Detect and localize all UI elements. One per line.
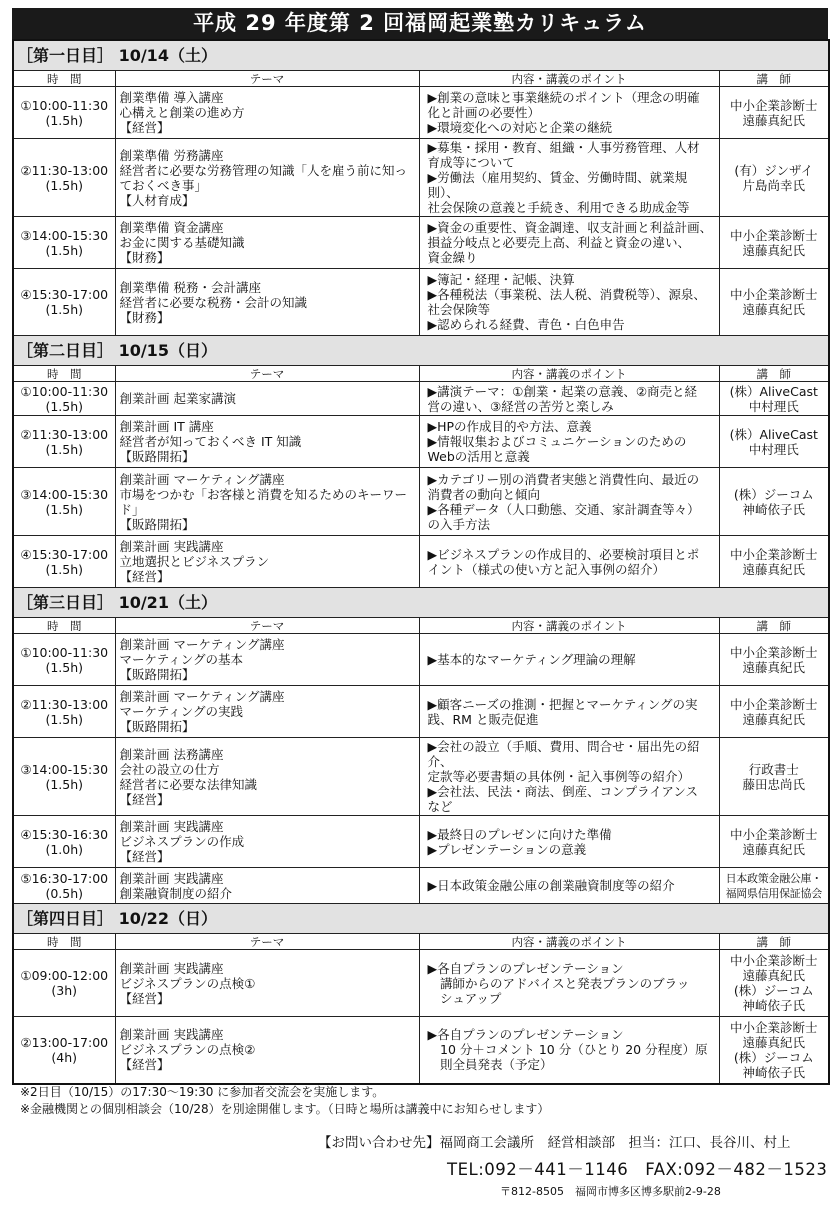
column-header-lecturer: 講 師 <box>719 618 829 634</box>
session-points: ▶創業の意味と事業継続のポイント（理念の明確 化と計画の必要性） ▶環境変化への対応と企業の継続 <box>427 90 700 135</box>
session-theme-cell <box>115 139 419 217</box>
session-lecturer: 中小企業診断士 遠藤真紀氏 (株）ジーコム 神崎依子氏 <box>719 950 829 1017</box>
session-theme-cell <box>115 738 419 816</box>
session-theme-cell <box>115 382 419 416</box>
session-time: ②11:30-13:00 <box>20 426 109 442</box>
session-points-cell <box>419 217 719 269</box>
session-lecturer: (株）AliveCast 中村理氏 <box>719 416 829 468</box>
session-theme: 創業準備 導入講座 心構えと創業の進め方 【経営】 <box>119 90 245 135</box>
session-points-cell <box>419 416 719 468</box>
session-lecturer: 中小企業診断士 遠藤真紀氏 <box>719 269 829 336</box>
day-label: ［第三日目］ 10/21（土） <box>13 588 829 618</box>
session-duration: (1.5h) <box>45 242 84 258</box>
session-lecturer: 中小企業診断士 遠藤真紀氏 <box>719 686 829 738</box>
session-time: ②11:30-13:00 <box>20 162 109 178</box>
session-time: ②11:30-13:00 <box>20 696 109 712</box>
session-theme: 創業計画 起業家講演 <box>119 391 236 406</box>
session-row <box>13 634 829 686</box>
column-header-points: 内容・講義のポイント <box>419 366 719 382</box>
session-row <box>13 87 829 139</box>
column-header-row <box>13 366 829 382</box>
session-lecturer: 中小企業診断士 遠藤真紀氏 <box>719 536 829 588</box>
day-header-row <box>13 40 829 71</box>
session-points-cell <box>419 816 719 868</box>
session-row <box>13 269 829 336</box>
session-points: ▶最終日のプレゼンに向けた準備 ▶プレゼンテーションの意義 <box>427 826 612 857</box>
session-points: ▶講演テーマ：①創業・起業の意義、②商売と経 営の違い、③経営の苦労と楽しみ <box>427 383 698 414</box>
session-duration: (1.5h) <box>45 398 84 414</box>
session-time: ④15:30-16:30 <box>20 826 109 842</box>
session-row <box>13 950 829 1017</box>
session-time: ①10:00-11:30 <box>20 644 109 660</box>
day-label: ［第四日目］ 10/22（日） <box>13 904 829 934</box>
session-duration: (3h) <box>51 983 78 998</box>
session-time: ④15:30-17:00 <box>20 287 109 302</box>
session-points-cell <box>419 950 719 1017</box>
session-duration: (1.5h) <box>45 659 84 675</box>
session-time-cell <box>13 217 115 269</box>
session-time: ①09:00-12:00 <box>20 968 109 983</box>
session-lecturer: (有）ジンザイ 片島尚幸氏 <box>719 139 829 217</box>
session-time: ①10:00-11:30 <box>20 97 109 113</box>
session-theme-cell <box>115 468 419 536</box>
session-theme: 創業計画 マーケティング講座 マーケティングの実践 【販路開拓】 <box>119 689 285 734</box>
session-time-cell <box>13 139 115 217</box>
session-theme: 創業計画 IT 講座 経営者が知っておくべき IT 知識 【販路開拓】 <box>119 419 302 464</box>
session-time-cell <box>13 634 115 686</box>
session-theme-cell <box>115 269 419 336</box>
column-header-time: 時 間 <box>13 366 115 382</box>
session-time-cell <box>13 416 115 468</box>
session-points: ▶簿記・経理・記帳、決算 ▶各種税法（事業税、法人税、消費税等）、源泉、 社会保険等 ▶認められる経費、青色・白色申告 <box>427 272 706 332</box>
session-points: ▶ビジネスプランの作成目的、必要検討項目とポ イント（様式の使い方と記入事例の紹介） <box>427 546 700 577</box>
session-row <box>13 686 829 738</box>
session-row <box>13 868 829 904</box>
session-duration: (4h) <box>51 1049 78 1065</box>
tel-fax: TEL:092－441－1146 FAX:092－482－1523 <box>447 1160 828 1179</box>
session-time: ⑤16:30-17:00 <box>20 870 109 886</box>
session-time: ③14:00-15:30 <box>20 227 109 243</box>
column-header-theme: テーマ <box>115 71 419 87</box>
session-time: ①10:00-11:30 <box>20 383 109 399</box>
column-header-time: 時 間 <box>13 618 115 634</box>
session-time: ③14:00-15:30 <box>20 761 109 777</box>
day-label: ［第一日目］ 10/14（土） <box>13 40 829 71</box>
session-points-cell <box>419 468 719 536</box>
session-theme: 創業計画 マーケティング講座 マーケティングの基本 【販路開拓】 <box>119 637 285 682</box>
session-points: ▶基本的なマーケティング理論の理解 <box>427 652 636 667</box>
session-theme: 創業計画 実践講座 ビジネスプランの作成 【経営】 <box>119 819 245 864</box>
session-points-cell <box>419 738 719 816</box>
session-points-cell <box>419 634 719 686</box>
session-duration: (1.5h) <box>45 561 84 577</box>
column-header-points: 内容・講義のポイント <box>419 71 719 87</box>
column-header-lecturer: 講 師 <box>719 71 829 87</box>
session-theme: 創業計画 実践講座 創業融資制度の紹介 <box>119 870 233 901</box>
session-theme-cell <box>115 686 419 738</box>
column-header-row <box>13 934 829 950</box>
session-theme: 創業準備 労務講座 経営者に必要な労務管理の知識「人を雇う前に知っ ておくべき事」 【人材育成】 <box>119 147 408 208</box>
session-theme-cell <box>115 87 419 139</box>
curriculum-sheet <box>12 8 828 1085</box>
session-lecturer: (株）ジーコム 神崎依子氏 <box>719 468 829 536</box>
session-duration: (1.5h) <box>45 112 84 128</box>
session-theme: 創業計画 法務講座 会社の設立の仕方 経営者に必要な法律知識 【経営】 <box>119 746 258 807</box>
session-points-cell <box>419 686 719 738</box>
day-header-row <box>13 588 829 618</box>
session-time-cell <box>13 868 115 904</box>
session-time-cell <box>13 269 115 336</box>
session-row <box>13 217 829 269</box>
session-time-cell <box>13 816 115 868</box>
session-row <box>13 382 829 416</box>
session-points-cell <box>419 269 719 336</box>
column-header-time: 時 間 <box>13 934 115 950</box>
day-label: ［第二日目］ 10/15（日） <box>13 336 829 366</box>
session-duration: (1.5h) <box>45 776 84 792</box>
session-time-cell <box>13 382 115 416</box>
session-lecturer: 中小企業診断士 遠藤真紀氏 (株）ジーコム 神崎依子氏 <box>719 1017 829 1084</box>
contact-info: 【お問い合わせ先】福岡商工会議所 経営相談部 担当：江口、長谷川、村上 <box>318 1135 791 1151</box>
session-time-cell <box>13 738 115 816</box>
session-points: ▶顧客ニーズの推測・把握とマーケティングの実 践、RM と販売促進 <box>427 696 698 727</box>
session-points-cell <box>419 1017 719 1084</box>
session-duration: (1.5h) <box>45 441 84 457</box>
session-theme-cell <box>115 536 419 588</box>
column-header-points: 内容・講義のポイント <box>419 618 719 634</box>
session-time: ③14:00-15:30 <box>20 486 109 502</box>
session-row <box>13 816 829 868</box>
session-theme: 創業計画 実践講座 ビジネスプランの点検① 【経営】 <box>119 960 256 1006</box>
session-lecturer: 中小企業診断士 遠藤真紀氏 <box>719 87 829 139</box>
session-points-cell <box>419 87 719 139</box>
session-duration: (1.5h) <box>45 501 84 517</box>
session-time-cell <box>13 468 115 536</box>
column-header-theme: テーマ <box>115 618 419 634</box>
session-points-cell <box>419 536 719 588</box>
session-points: ▶各自プランのプレゼンテーション 10 分＋コメント 10 分（ひとり 20 分程度）原 則全員発表（予定） <box>427 1027 708 1073</box>
session-theme-cell <box>115 416 419 468</box>
session-points: ▶カテゴリー別の消費者実態と消費性向、最近の 消費者の動向と傾向 ▶各種データ（人口動態、交通、家計調査等々） の入手方法 <box>427 471 700 532</box>
column-header-lecturer: 講 師 <box>719 366 829 382</box>
column-header-row <box>13 618 829 634</box>
session-theme-cell <box>115 868 419 904</box>
session-lecturer: 中小企業診断士 遠藤真紀氏 <box>719 217 829 269</box>
session-time: ④15:30-17:00 <box>20 546 109 562</box>
column-header-points: 内容・講義のポイント <box>419 934 719 950</box>
session-duration: (0.5h) <box>45 885 84 901</box>
session-time-cell <box>13 950 115 1017</box>
session-points: ▶日本政策金融公庫の創業融資制度等の紹介 <box>427 878 675 893</box>
session-row <box>13 468 829 536</box>
session-points: ▶会社の設立（手順、費用、問合せ・届出先の紹介、 定款等必要書類の具体例・記入事例等の紹介） ▶会社法、民法・商法、倒産、コンプライアンス など <box>427 739 700 814</box>
day-header-row <box>13 336 829 366</box>
column-header-lecturer: 講 師 <box>719 934 829 950</box>
session-duration: (1.5h) <box>45 302 84 317</box>
session-lecturer: 中小企業診断士 遠藤真紀氏 <box>719 634 829 686</box>
session-theme: 創業計画 マーケティング講座 市場をつかむ「お客様と消費を知るためのキーワード」 【販路開拓】 <box>119 471 408 532</box>
session-time-cell <box>13 1017 115 1084</box>
column-header-theme: テーマ <box>115 366 419 382</box>
session-points: ▶資金の重要性、資金調達、収支計画と利益計画、 損益分岐点と必要売上高、利益と資金の違い、 資金繰り <box>427 220 713 265</box>
session-row <box>13 416 829 468</box>
day-header-row <box>13 904 829 934</box>
session-theme-cell <box>115 950 419 1017</box>
session-row <box>13 139 829 217</box>
session-lecturer: (株）AliveCast 中村理氏 <box>719 382 829 416</box>
note-line: ※金融機関との個別相談会（10/28）を別途開催します。（日時と場所は講義中にお知らせします） <box>20 1102 550 1116</box>
note-line: ※2日目（10/15）の17:30～19:30 に参加者交流会を実施します。 <box>20 1085 385 1099</box>
page-title: 平成 29 年度第 2 回福岡起業塾カリキュラム <box>12 8 828 39</box>
session-lecturer: 行政書士 藤田忠尚氏 <box>719 738 829 816</box>
session-time-cell <box>13 536 115 588</box>
session-theme-cell <box>115 1017 419 1084</box>
session-row <box>13 1017 829 1084</box>
session-time: ②13:00-17:00 <box>20 1034 109 1050</box>
session-duration: (1.0h) <box>45 841 84 857</box>
session-theme: 創業計画 実践講座 ビジネスプランの点検② 【経営】 <box>119 1027 256 1073</box>
session-lecturer: 日本政策金融公庫・ 福岡県信用保証協会 <box>719 868 829 904</box>
curriculum-table <box>12 39 830 1085</box>
column-header-theme: テーマ <box>115 934 419 950</box>
session-points-cell <box>419 139 719 217</box>
session-points: ▶各自プランのプレゼンテーション 講師からのアドバイスと発表プランのブラッ シュアップ <box>427 960 690 1006</box>
session-time-cell <box>13 87 115 139</box>
session-theme: 創業計画 実践講座 立地選択とビジネスプラン 【経営】 <box>119 539 270 584</box>
column-header-time: 時 間 <box>13 71 115 87</box>
session-row <box>13 536 829 588</box>
column-header-row <box>13 71 829 87</box>
session-theme: 創業準備 資金講座 お金に関する基礎知識 【財務】 <box>119 220 245 265</box>
session-theme-cell <box>115 634 419 686</box>
session-duration: (1.5h) <box>45 177 84 193</box>
address: 〒812-8505 福岡市博多区博多駅前2-9-28 <box>500 1185 721 1198</box>
session-theme-cell <box>115 816 419 868</box>
session-lecturer: 中小企業診断士 遠藤真紀氏 <box>719 816 829 868</box>
session-points-cell <box>419 382 719 416</box>
session-points: ▶募集・採用・教育、組織・人事労務管理、人材 育成等について ▶労働法（雇用契約、賃金、労働時間、就業規則）、 社会保険の意義と手続き、利用できる助成金等 <box>427 140 700 215</box>
notes <box>20 1084 549 1118</box>
session-theme: 創業準備 税務・会計講座 経営者に必要な税務・会計の知識 【財務】 <box>119 279 308 325</box>
session-time-cell <box>13 686 115 738</box>
session-points: ▶HPの作成目的や方法、意義 ▶情報収集およびコミュニケーションのための Webの活用と意義 <box>427 419 687 464</box>
session-row <box>13 738 829 816</box>
session-theme-cell <box>115 217 419 269</box>
session-points-cell <box>419 868 719 904</box>
session-duration: (1.5h) <box>45 711 84 727</box>
